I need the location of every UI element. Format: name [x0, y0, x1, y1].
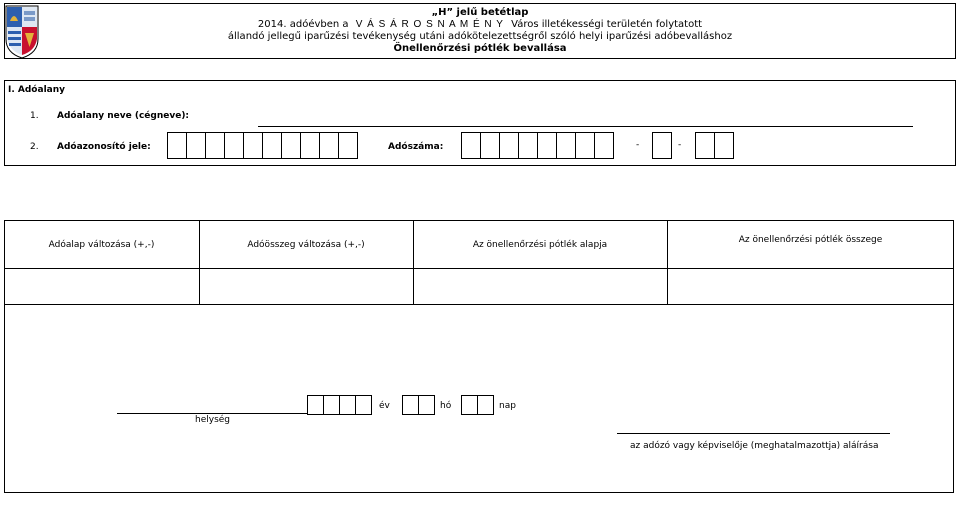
form-title: „H” jelű betétlap [431, 7, 529, 18]
month-cell[interactable] [418, 395, 435, 415]
tax-number-cell[interactable] [556, 132, 576, 159]
tax-number-cell[interactable] [499, 132, 519, 159]
tax-id-cell[interactable] [224, 132, 244, 159]
year-label: év [379, 401, 390, 411]
year-cell[interactable] [323, 395, 340, 415]
name-label: Adóalany neve (cégneve): [57, 111, 190, 121]
tax-number-cells-main[interactable] [461, 132, 613, 159]
tax-id-cell[interactable] [186, 132, 206, 159]
row2-number: 2. [30, 142, 39, 152]
month-label: hó [440, 401, 452, 411]
col-header-tax-base-change: Adóalap változása (+,-) [48, 240, 155, 250]
tax-number-cell[interactable] [518, 132, 538, 159]
tax-number-cell[interactable] [714, 132, 734, 159]
header-line-2-prefix: 2014. adóévben a [257, 19, 349, 30]
year-cell[interactable] [355, 395, 372, 415]
tax-id-cell[interactable] [262, 132, 282, 159]
tax-id-cell[interactable] [167, 132, 187, 159]
tax-number-dash-2: - [678, 140, 682, 150]
tax-id-label: Adóazonosító jele: [57, 142, 151, 152]
day-label: nap [499, 401, 516, 411]
tax-number-cell[interactable] [594, 132, 614, 159]
year-cells[interactable] [307, 395, 371, 415]
tax-number-label: Adószáma: [388, 142, 444, 152]
tax-number-dash-1: - [636, 140, 640, 150]
section-heading: I. Adóalany [8, 85, 65, 95]
tax-id-cell[interactable] [281, 132, 301, 159]
tax-amount-change-cell[interactable] [200, 269, 412, 304]
signature-label: az adózó vagy képviselője (meghatalmazottja) aláírása [630, 441, 879, 451]
place-input-line[interactable] [117, 413, 307, 414]
tax-id-cell[interactable] [338, 132, 358, 159]
signature-line[interactable] [617, 433, 890, 434]
tax-id-cell[interactable] [319, 132, 339, 159]
year-cell[interactable] [339, 395, 356, 415]
tax-number-cell[interactable] [537, 132, 557, 159]
col-header-surcharge-amount: Az önellenőrzési pótlék összege [738, 235, 883, 245]
name-input-line[interactable] [258, 126, 913, 127]
tax-id-cell[interactable] [205, 132, 225, 159]
tax-number-cell[interactable] [695, 132, 715, 159]
tax-id-cell[interactable] [300, 132, 320, 159]
tax-number-cells-county[interactable] [695, 132, 733, 159]
tax-id-cell[interactable] [243, 132, 263, 159]
day-cells[interactable] [461, 395, 493, 415]
header-line-3: állandó jellegű iparűzési tevékenység utáni adókötelezettségről szóló helyi iparűzési adóbevalláshoz [227, 31, 733, 42]
header-line-2 [0, 19, 960, 30]
header-line-4: Önellenőrzési pótlék bevallása [393, 43, 567, 54]
col-header-surcharge-base: Az önellenőrzési pótlék alapja [472, 240, 608, 250]
tax-number-cell[interactable] [652, 132, 672, 159]
city-name: V Á S Á R O S N A M É N Y [355, 19, 504, 30]
tax-id-cells[interactable] [167, 132, 357, 159]
surcharge-amount-cell[interactable] [668, 269, 953, 304]
day-cell[interactable] [461, 395, 478, 415]
header-line-2-suffix: Város illetékességi területén folytatott [511, 19, 703, 30]
place-label: helység [195, 415, 231, 425]
row1-number: 1. [30, 111, 39, 121]
tax-number-cell[interactable] [575, 132, 595, 159]
tax-number-cell[interactable] [480, 132, 500, 159]
col-header-tax-amount-change: Adóösszeg változása (+,-) [247, 240, 365, 250]
tax-base-change-cell[interactable] [5, 269, 198, 304]
tax-number-cell[interactable] [461, 132, 481, 159]
year-cell[interactable] [307, 395, 324, 415]
month-cells[interactable] [402, 395, 434, 415]
surcharge-base-cell[interactable] [414, 269, 666, 304]
month-cell[interactable] [402, 395, 419, 415]
tax-number-cells-vat[interactable] [652, 132, 671, 159]
day-cell[interactable] [477, 395, 494, 415]
